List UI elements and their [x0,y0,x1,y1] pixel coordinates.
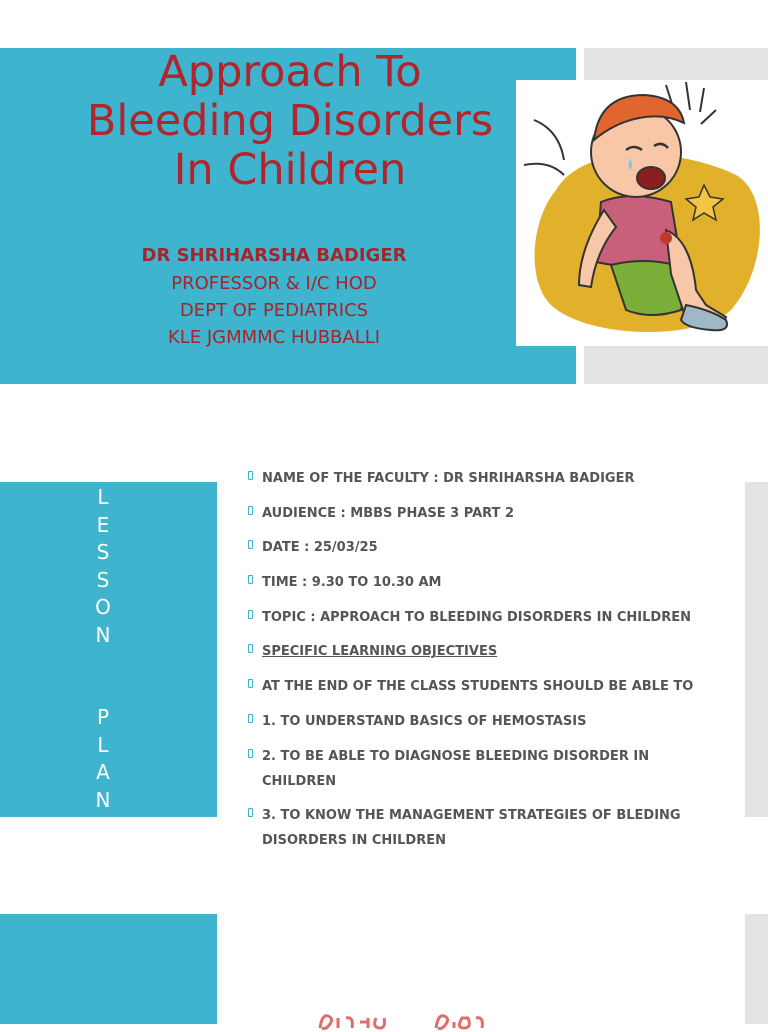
square-bullet-icon [248,679,253,688]
audience: AUDIENCE : MBBS PHASE 3 PART 2 [262,505,514,521]
square-bullet-icon [248,575,253,584]
list-item [248,639,718,664]
list-item [248,466,718,491]
presenter-dept: DEPT OF PEDIATRICS [179,300,369,321]
slide-title [40,48,540,195]
list-item [248,535,718,560]
list-item [248,803,718,853]
topic: TOPIC : APPROACH TO BLEEDING DISORDERS IN CHILDREN [262,609,691,625]
list-item [248,605,718,630]
side-title-letter: S [96,540,110,564]
side-title-letter: O [95,595,111,619]
square-bullet-icon [248,808,253,817]
objectives-heading: SPECIFIC LEARNING OBJECTIVES [262,644,498,660]
title-line: Approach To [158,47,422,97]
list-item [248,744,718,794]
title-line: Bleeding Disorders [86,96,494,146]
objective-3: 3. TO KNOW THE MANAGEMENT STRATEGIES OF BLEDING DISORDERS IN CHILDREN [262,808,681,849]
date: DATE : 25/03/25 [262,540,378,556]
presenter-name: DR SHRIHARSHA BADIGER [141,245,407,266]
objectives-intro: AT THE END OF THE CLASS STUDENTS SHOULD BE ABLE TO [262,679,694,695]
side-title-letter: S [96,567,110,592]
side-title-letter: E [96,512,110,537]
side-title-letter: N [95,787,111,812]
list-item [248,709,718,734]
list-item [248,570,718,595]
side-title-letter: A [96,760,110,784]
square-bullet-icon [248,644,253,653]
presenter-block [60,242,488,351]
presenter-title: PROFESSOR & I/C HOD [171,273,377,294]
side-title-letter: L [97,732,109,757]
objective-1: 1. TO UNDERSTAND BASICS OF HEMOSTASIS [262,713,587,729]
crying-child-illustration [516,80,768,346]
square-bullet-icon [248,610,253,619]
side-title-letter: L [97,485,109,509]
lesson-plan-vertical-title [88,484,118,814]
side-title-letter [88,649,118,677]
square-bullet-icon [248,506,253,515]
title-line: In Children [173,145,407,195]
next-slide-title-fragment [316,1008,536,1032]
square-bullet-icon [248,540,253,549]
list-item [248,501,718,526]
side-title-letter: P [96,705,110,729]
side-title-letter: N [95,622,111,647]
next-slide-right-panel [745,914,768,1024]
objective-2: 2. TO BE ABLE TO DIAGNOSE BLEEDING DISORDER IN CHILDREN [262,748,650,789]
list-item [248,674,718,699]
time: TIME : 9.30 TO 10.30 AM [262,575,442,591]
faculty-name: NAME OF THE FACULTY : DR SHRIHARSHA BADIGER [262,471,635,486]
presenter-institution: KLE JGMMMC HUBBALLI [167,327,381,348]
square-bullet-icon [248,749,253,758]
side-title-letter [88,677,118,705]
lesson-plan-right-panel [745,482,768,817]
lesson-plan-list [248,466,718,863]
square-bullet-icon [248,714,253,723]
next-slide-side-panel [0,914,217,1024]
square-bullet-icon [248,471,253,480]
